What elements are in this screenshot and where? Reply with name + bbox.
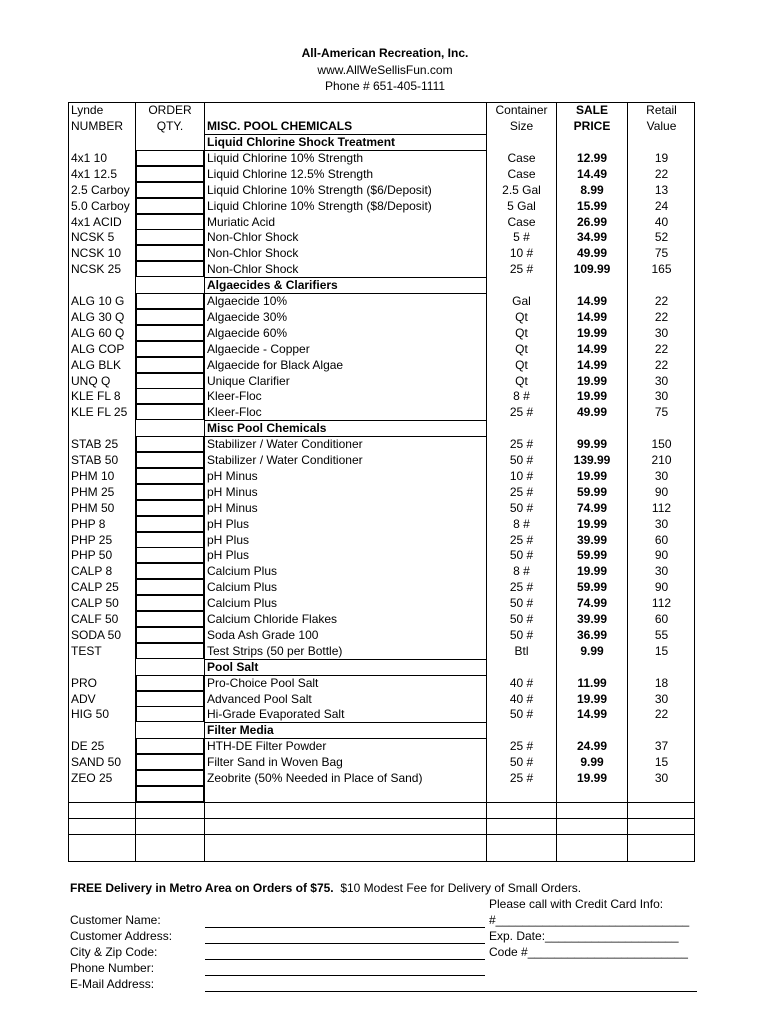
- product-number: NCSK 25: [71, 262, 122, 277]
- product-description: Stabilizer / Water Conditioner: [207, 437, 363, 452]
- retail-value: 30: [654, 468, 669, 483]
- product-number: TEST: [71, 643, 102, 658]
- product-number: CALF 50: [71, 612, 119, 626]
- product-description: Liquid Chlorine 10% Strength ($8/Deposit): [207, 198, 432, 213]
- product-description: Calcium Plus: [207, 580, 278, 595]
- container-size: Case: [507, 214, 536, 229]
- retail-value: 52: [654, 230, 669, 245]
- retail-value: 30: [654, 691, 669, 706]
- product-description: Kleer-Floc: [207, 389, 262, 404]
- product-description: pH Minus: [207, 500, 258, 515]
- product-description: Calcium Chloride Flakes: [207, 612, 338, 626]
- product-description: pH Minus: [207, 484, 258, 499]
- order-qty-input[interactable]: [136, 563, 204, 579]
- product-number: PHM 50: [71, 500, 115, 515]
- product-number: HIG 50: [71, 707, 110, 722]
- retail-value: 37: [654, 739, 669, 754]
- order-qty-input[interactable]: [136, 261, 204, 277]
- product-number: 5.0 Carboy: [71, 198, 130, 213]
- retail-value: 18: [654, 675, 669, 690]
- sale-price: 15.99: [576, 198, 608, 213]
- sale-price: 99.99: [576, 437, 608, 452]
- container-size: 50 #: [509, 500, 534, 515]
- product-number: 4x1 12.5: [71, 166, 118, 181]
- product-number: PHP 8: [71, 516, 106, 531]
- product-number: ZEO 25: [71, 771, 113, 785]
- product-description: pH Plus: [207, 532, 250, 547]
- sale-price: 19.99: [576, 468, 608, 483]
- retail-value: 30: [654, 771, 669, 785]
- sale-price: 11.99: [577, 675, 607, 690]
- container-size: 8 #: [513, 389, 530, 404]
- order-qty-input[interactable]: [136, 452, 204, 468]
- container-size: 50 #: [509, 612, 534, 626]
- sale-price: 12.99: [576, 150, 608, 165]
- customer-address-input[interactable]: [205, 943, 485, 944]
- product-number: ALG 30 Q: [71, 309, 125, 324]
- sale-price: 39.99: [576, 612, 608, 626]
- retail-value: 112: [651, 596, 672, 611]
- sale-header-line1: SALE: [575, 103, 608, 117]
- section-heading: Filter Media: [207, 723, 274, 738]
- sale-price: 19.99: [576, 691, 608, 706]
- product-number: PHM 10: [71, 468, 115, 483]
- order-qty-input[interactable]: [136, 293, 204, 309]
- product-number: PHP 25: [71, 532, 113, 547]
- order-qty-input[interactable]: [136, 404, 204, 420]
- product-number: ALG BLK: [71, 357, 122, 372]
- product-description: Algaecide 60%: [207, 325, 288, 340]
- container-size: Qt: [515, 325, 528, 340]
- product-description: Kleer-Floc: [207, 405, 262, 420]
- product-number: PRO: [71, 675, 98, 690]
- retail-value: 15: [654, 643, 669, 658]
- retail-value: 165: [651, 262, 672, 277]
- order-qty-input[interactable]: [136, 166, 204, 182]
- product-description: Algaecide - Copper: [207, 341, 310, 356]
- product-description: Liquid Chlorine 12.5% Strength: [207, 166, 374, 181]
- product-description: Calcium Plus: [207, 596, 278, 611]
- city-zip-label: City & Zip Code:: [70, 945, 158, 959]
- retail-header-line2: Value: [646, 119, 677, 133]
- container-size: 25 #: [509, 262, 534, 277]
- product-number: STAB 25: [71, 437, 119, 452]
- container-size: 25 #: [509, 771, 534, 785]
- product-description: pH Plus: [207, 548, 250, 563]
- product-number: CALP 25: [71, 580, 119, 595]
- sale-price: 14.99: [576, 707, 608, 722]
- order-qty-input[interactable]: [136, 373, 204, 389]
- sale-price: 9.99: [580, 755, 604, 770]
- sale-price: 74.99: [576, 596, 608, 611]
- container-size: Case: [507, 166, 536, 181]
- order-qty-input[interactable]: [136, 468, 204, 484]
- sale-price: 8.99: [580, 182, 604, 197]
- retail-value: 19: [654, 150, 669, 165]
- container-size: Qt: [515, 373, 528, 388]
- sale-price: 39.99: [576, 532, 608, 547]
- retail-value: 24: [654, 198, 669, 213]
- product-number: ADV: [71, 691, 96, 706]
- retail-value: 60: [654, 532, 669, 547]
- container-size: 40 #: [509, 691, 534, 706]
- sale-price: 36.99: [576, 627, 608, 642]
- product-description: Algaecide 30%: [207, 309, 288, 324]
- product-number: CALP 50: [71, 596, 119, 611]
- product-number: SODA 50: [71, 627, 122, 642]
- retail-value: 112: [651, 500, 672, 515]
- product-number: NCSK 5: [71, 230, 115, 245]
- product-description: Zeobrite (50% Needed in Place of Sand): [207, 771, 423, 785]
- container-size: 8 #: [513, 564, 530, 579]
- section-rule: [204, 420, 486, 421]
- sale-price: 9.99: [580, 643, 604, 658]
- qty-header-line2: QTY.: [156, 119, 184, 133]
- container-size: 50 #: [509, 707, 534, 722]
- sale-price: 14.99: [576, 341, 608, 356]
- container-size: Case: [507, 150, 536, 165]
- retail-value: 22: [654, 707, 669, 722]
- number-header-line1: Lynde: [71, 103, 104, 117]
- order-qty-input[interactable]: [136, 388, 204, 404]
- sale-price: 24.99: [576, 739, 608, 754]
- section-rule: [204, 722, 486, 723]
- phone-number-label: Phone Number:: [70, 961, 155, 975]
- description-header: MISC. POOL CHEMICALS: [207, 119, 353, 133]
- sale-price: 14.99: [576, 309, 608, 324]
- product-description: Non-Chlor Shock: [207, 262, 299, 277]
- order-qty-input[interactable]: [136, 754, 204, 770]
- retail-value: 75: [654, 246, 669, 261]
- number-header-line2: NUMBER: [71, 119, 124, 133]
- retail-value: 90: [654, 484, 669, 499]
- delivery-note: [70, 880, 581, 896]
- product-description: Non-Chlor Shock: [207, 230, 299, 245]
- product-number: KLE FL 25: [71, 405, 128, 420]
- sale-price: 19.99: [576, 325, 608, 340]
- container-size: Qt: [515, 357, 528, 372]
- sale-price: 34.99: [576, 230, 608, 245]
- order-qty-input[interactable]: [136, 675, 204, 691]
- product-description: Non-Chlor Shock: [207, 246, 299, 261]
- retail-value: 150: [651, 437, 672, 452]
- sale-price: 26.99: [576, 214, 608, 229]
- container-size: Btl: [514, 643, 529, 658]
- container-size: 25 #: [509, 405, 534, 420]
- order-qty-input[interactable]: [136, 643, 204, 659]
- exp-date-field[interactable]: Exp. Date:____________________: [489, 929, 679, 943]
- container-size: 50 #: [509, 596, 534, 611]
- retail-value: 30: [654, 325, 669, 340]
- container-size: 50 #: [509, 755, 534, 770]
- order-qty-input[interactable]: [136, 182, 204, 198]
- order-qty-input[interactable]: [136, 547, 204, 563]
- sale-header-line2: PRICE: [573, 119, 611, 133]
- product-description: Hi-Grade Evaporated Salt: [207, 707, 345, 722]
- order-qty-input[interactable]: [136, 229, 204, 245]
- retail-value: 75: [654, 405, 669, 420]
- container-size: 5 #: [513, 230, 530, 245]
- product-description: Algaecide 10%: [207, 294, 288, 308]
- order-qty-input[interactable]: [136, 532, 204, 548]
- container-size: 50 #: [509, 548, 534, 563]
- container-size: Qt: [515, 309, 528, 324]
- order-qty-input[interactable]: [136, 691, 204, 707]
- container-size: 25 #: [509, 739, 534, 754]
- phone-number-input[interactable]: [205, 975, 485, 976]
- retail-value: 60: [654, 612, 669, 626]
- sale-price: 139.99: [573, 453, 611, 467]
- container-size: 25 #: [509, 532, 534, 547]
- section-rule: [204, 277, 486, 278]
- column-divider: [204, 102, 205, 862]
- container-size: 10 #: [509, 246, 534, 261]
- product-description: pH Plus: [207, 516, 250, 531]
- blank-row-rule: [68, 834, 695, 835]
- size-header-line1: Container: [495, 103, 548, 117]
- retail-value: 55: [654, 627, 669, 642]
- product-description: Muriatic Acid: [207, 214, 276, 229]
- retail-value: 30: [654, 373, 669, 388]
- customer-name-label: Customer Name:: [70, 913, 161, 927]
- order-qty-input[interactable]: [136, 325, 204, 341]
- sale-price: 14.99: [576, 357, 608, 372]
- container-size: 50 #: [509, 627, 534, 642]
- product-number: ALG 10 G: [71, 294, 125, 308]
- retail-value: 40: [654, 214, 669, 229]
- delivery-note-bold: FREE Delivery in Metro Area on Orders of $75.: [70, 881, 334, 895]
- product-number: DE 25: [71, 739, 105, 754]
- order-qty-input[interactable]: [136, 595, 204, 611]
- sale-price: 19.99: [576, 373, 608, 388]
- order-qty-input[interactable]: [136, 214, 204, 230]
- customer-address-label: Customer Address:: [70, 929, 173, 943]
- retail-value: 30: [654, 516, 669, 531]
- sale-price: 19.99: [576, 564, 608, 579]
- container-size: 5 Gal: [507, 198, 536, 213]
- retail-value: 22: [654, 294, 669, 308]
- product-description: pH Minus: [207, 468, 258, 483]
- order-qty-input[interactable]: [136, 357, 204, 373]
- order-qty-input[interactable]: [136, 341, 204, 357]
- product-number: ALG COP: [71, 341, 125, 356]
- retail-value: 90: [654, 580, 669, 595]
- company-website: www.AllWeSellisFun.com: [317, 63, 453, 77]
- container-size: 10 #: [509, 468, 534, 483]
- product-number: PHP 50: [71, 548, 113, 563]
- sale-price: 19.99: [576, 516, 608, 531]
- product-description: Unique Clarifier: [207, 373, 290, 388]
- section-heading: Pool Salt: [207, 659, 259, 674]
- sale-price: 59.99: [576, 548, 608, 563]
- container-size: 2.5 Gal: [502, 182, 541, 197]
- blank-row-rule: [68, 818, 695, 819]
- container-size: 40 #: [509, 675, 534, 690]
- container-size: 50 #: [509, 453, 534, 467]
- order-qty-input[interactable]: [136, 611, 204, 627]
- product-number: UNQ Q: [71, 373, 111, 388]
- section-heading: Algaecides & Clarifiers: [207, 278, 338, 293]
- product-number: 4x1 ACID: [71, 214, 122, 229]
- retail-value: 210: [651, 453, 672, 467]
- card-number-field[interactable]: #_____________________________: [489, 913, 690, 927]
- order-qty-input[interactable]: [136, 309, 204, 325]
- order-qty-input[interactable]: [136, 579, 204, 595]
- section-rule: [204, 659, 486, 660]
- container-size: 25 #: [509, 437, 534, 452]
- product-description: Stabilizer / Water Conditioner: [207, 453, 363, 467]
- sale-price: 19.99: [576, 771, 608, 785]
- sale-price: 14.99: [576, 294, 608, 308]
- product-number: 4x1 10: [71, 150, 108, 165]
- qty-header-line1: ORDER: [148, 103, 192, 117]
- section-heading: Misc Pool Chemicals: [207, 421, 327, 436]
- company-name: All-American Recreation, Inc.: [301, 46, 469, 60]
- product-description: Test Strips (50 per Bottle): [207, 643, 343, 658]
- email-label: E-Mail Address:: [70, 977, 155, 991]
- order-qty-input[interactable]: [136, 245, 204, 261]
- size-header-line2: Size: [509, 119, 534, 133]
- sale-price: 14.49: [576, 166, 608, 181]
- sale-price: 49.99: [576, 246, 608, 261]
- order-qty-input[interactable]: [136, 150, 204, 166]
- order-qty-input[interactable]: [136, 198, 204, 214]
- retail-value: 30: [654, 389, 669, 404]
- retail-value: 15: [654, 755, 669, 770]
- product-number: 2.5 Carboy: [71, 182, 130, 197]
- sale-price: 49.99: [576, 405, 608, 420]
- product-description: Filter Sand in Woven Bag: [207, 755, 343, 770]
- order-qty-input[interactable]: [136, 706, 204, 722]
- product-number: SAND 50: [71, 755, 122, 770]
- product-description: Soda Ash Grade 100: [207, 627, 319, 642]
- product-description: HTH-DE Filter Powder: [207, 739, 327, 754]
- container-size: Qt: [515, 341, 528, 356]
- product-description: Liquid Chlorine 10% Strength ($6/Deposit): [207, 182, 432, 197]
- email-input[interactable]: [205, 991, 697, 992]
- order-qty-input[interactable]: [136, 738, 204, 754]
- container-size: Gal: [512, 294, 531, 308]
- retail-header-line1: Retail: [646, 103, 677, 117]
- order-qty-input[interactable]: [136, 500, 204, 516]
- product-number: STAB 50: [71, 453, 119, 467]
- retail-value: 22: [654, 357, 669, 372]
- product-description: Advanced Pool Salt: [207, 691, 312, 706]
- container-size: 25 #: [509, 580, 534, 595]
- city-zip-input[interactable]: [205, 959, 485, 960]
- order-qty-input[interactable]: [136, 770, 204, 786]
- product-number: NCSK 10: [71, 246, 122, 261]
- company-phone: Phone # 651-405-1111: [324, 79, 446, 93]
- product-number: CALP 8: [71, 564, 113, 579]
- sale-price: 19.99: [576, 389, 608, 404]
- order-qty-input[interactable]: [136, 627, 204, 643]
- order-qty-input[interactable]: [136, 516, 204, 532]
- product-description: Algaecide for Black Algae: [207, 357, 344, 372]
- retail-value: 90: [654, 548, 669, 563]
- retail-value: 22: [654, 341, 669, 356]
- order-qty-input[interactable]: [136, 436, 204, 452]
- retail-value: 22: [654, 166, 669, 181]
- sale-price: 59.99: [576, 580, 608, 595]
- product-number: PHM 25: [71, 484, 115, 499]
- product-description: Liquid Chlorine 10% Strength: [207, 150, 364, 165]
- credit-card-prompt: Please call with Credit Card Info:: [489, 897, 664, 911]
- retail-value: 22: [654, 309, 669, 324]
- sale-price: 109.99: [573, 262, 611, 277]
- card-code-field[interactable]: Code #________________________: [489, 945, 688, 959]
- order-qty-input[interactable]: [136, 786, 204, 802]
- order-qty-input[interactable]: [136, 484, 204, 500]
- customer-name-input[interactable]: [205, 927, 485, 928]
- section-heading: Liquid Chlorine Shock Treatment: [207, 135, 396, 149]
- product-number: ALG 60 Q: [71, 325, 125, 340]
- product-description: Calcium Plus: [207, 564, 278, 579]
- container-size: 25 #: [509, 484, 534, 499]
- retail-value: 13: [654, 182, 669, 197]
- blank-row-rule: [68, 802, 695, 803]
- retail-value: 30: [654, 564, 669, 579]
- delivery-note-rest: $10 Modest Fee for Delivery of Small Orders.: [340, 881, 582, 895]
- container-size: 8 #: [513, 516, 530, 531]
- sale-price: 74.99: [576, 500, 608, 515]
- product-description: Pro-Choice Pool Salt: [207, 675, 319, 690]
- sale-price: 59.99: [576, 484, 608, 499]
- product-number: KLE FL 8: [71, 389, 121, 404]
